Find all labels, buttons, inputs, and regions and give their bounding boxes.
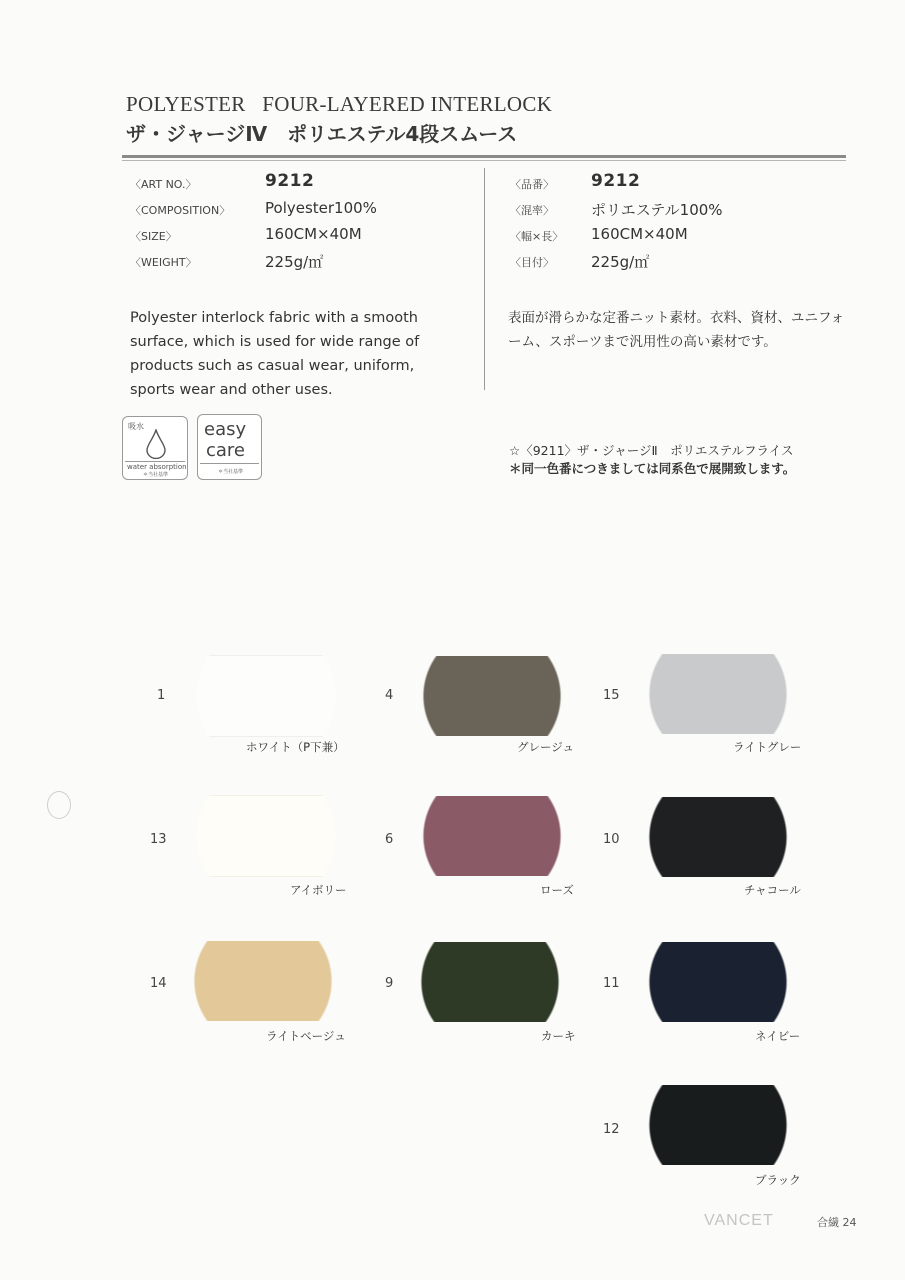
swatch-number: 11	[603, 976, 620, 991]
swatch-number: 12	[603, 1122, 620, 1137]
swatch-number: 14	[150, 976, 167, 991]
spec-value-art-no-jp: 9212	[591, 171, 641, 191]
water-absorption-badge	[122, 416, 188, 480]
fabric-swatch	[180, 795, 352, 877]
swatch-name: グレージュ	[517, 740, 575, 754]
swatch-name: ホワイト（P下兼）	[246, 740, 345, 754]
spec-value-weight-jp: 225g/㎡	[591, 253, 650, 271]
fabric-swatch	[633, 942, 803, 1022]
spec-value-size: 160CM×40M	[265, 225, 362, 243]
spec-label-composition: 〈COMPOSITION〉	[130, 204, 231, 217]
fabric-swatch	[178, 941, 348, 1021]
page-number: 合繊 24	[817, 1216, 857, 1229]
spec-value-size-jp: 160CM×40M	[591, 225, 688, 243]
swatch-number: 13	[150, 832, 167, 847]
description-english: Polyester interlock fabric with a smooth surface, which is used for wide range of products such as casual wear, uniform, sports wear and other uses.	[130, 310, 420, 398]
fabric-swatch	[405, 942, 575, 1022]
spec-label-size: 〈SIZE〉	[130, 230, 177, 243]
spec-label-size-jp: 〈幅×長〉	[510, 230, 564, 243]
water-absorption-kanji: 吸水	[128, 422, 144, 431]
swatch-number: 10	[603, 832, 620, 847]
badge-divider	[125, 461, 185, 462]
swatch-name: アイボリー	[290, 883, 347, 897]
fabric-swatch	[633, 1085, 803, 1165]
title-japanese: ザ・ジャージⅣ ポリエステル4段スムース	[126, 122, 518, 146]
fabric-swatch	[407, 796, 577, 876]
swatch-number: 1	[157, 688, 166, 703]
swatch-number: 4	[385, 688, 394, 703]
binder-hole	[47, 791, 71, 819]
fabric-swatch	[633, 654, 803, 734]
spec-value-composition: Polyester100%	[265, 199, 377, 217]
easy-care-sublabel: ＊当社基準	[218, 469, 244, 475]
title-english: POLYESTER FOUR-LAYERED INTERLOCK	[126, 92, 553, 116]
swatch-name: カーキ	[541, 1029, 576, 1043]
spec-label-composition-jp: 〈混率〉	[510, 204, 554, 217]
water-absorption-sublabel: ＊当社基準	[143, 472, 169, 478]
spec-label-weight: 〈WEIGHT〉	[130, 256, 197, 269]
fabric-swatch	[633, 797, 803, 877]
swatch-name: ローズ	[540, 883, 574, 897]
water-drop-icon	[145, 429, 167, 459]
column-divider	[484, 168, 485, 390]
swatch-name: ネイビー	[755, 1029, 801, 1043]
swatch-number: 9	[385, 976, 394, 991]
spec-value-composition-jp: ポリエステル100%	[591, 201, 723, 219]
spec-label-art-no: 〈ART NO.〉	[130, 178, 197, 191]
swatch-name: チャコール	[744, 883, 801, 897]
swatch-name: ライトベージュ	[266, 1029, 346, 1043]
spec-label-art-no-jp: 〈品番〉	[510, 178, 554, 191]
swatch-name: ライトグレー	[733, 740, 802, 754]
badge-divider	[200, 463, 259, 464]
easy-care-badge	[197, 414, 262, 480]
description-japanese: 表面が滑らかな定番ニット素材。衣料、資材、ユニフォーム、スポーツまで汎用性の高い素材です。	[508, 310, 845, 350]
easy-care-line2: care	[206, 440, 246, 461]
water-absorption-label: water absorption	[127, 463, 187, 471]
fabric-swatch	[180, 655, 352, 737]
header-rule	[122, 155, 846, 158]
spec-label-weight-jp: 〈目付〉	[510, 256, 554, 269]
easy-care-line1: easy	[204, 419, 247, 440]
spec-value-art-no: 9212	[265, 171, 315, 191]
swatch-number: 15	[603, 688, 620, 703]
swatch-number: 6	[385, 832, 394, 847]
fabric-swatch	[407, 656, 577, 736]
same-color-note: ＊同一色番につきましては同系色で展開致します。	[509, 461, 796, 476]
brand-logo: VANCET	[704, 1212, 774, 1229]
spec-value-weight: 225g/㎡	[265, 253, 324, 271]
related-product-note: ☆〈9211〉ザ・ジャージⅡ ポリエステルフライス	[509, 443, 794, 458]
header-rule-thin	[122, 160, 846, 161]
swatch-name: ブラック	[755, 1173, 801, 1187]
